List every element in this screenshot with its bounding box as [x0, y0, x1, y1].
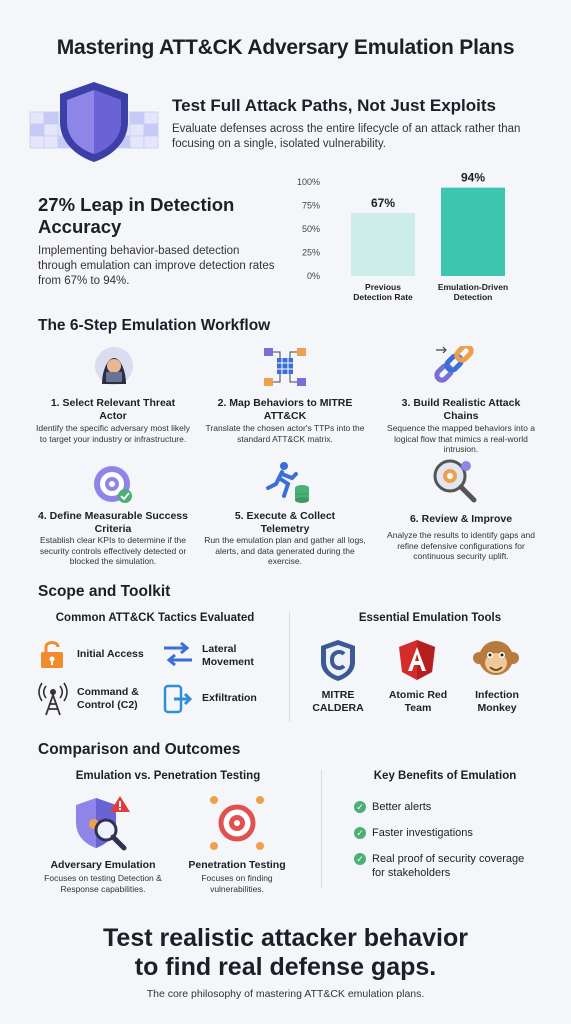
data-label: 94%: [460, 170, 486, 185]
y-tick-label: 50%: [301, 224, 320, 234]
matrix-icon: [262, 346, 308, 388]
tool-caldera: MITRE CALDERA: [312, 689, 364, 714]
monkey-icon: [472, 638, 520, 682]
antenna-icon: [36, 682, 70, 716]
tool-atomic-red-team: Atomic Red Team: [388, 689, 448, 714]
check-icon: ✓: [354, 827, 366, 839]
bar: [441, 188, 505, 276]
target-icon: [92, 462, 136, 504]
y-tick-label: 0%: [306, 271, 320, 281]
runner-icon: [262, 460, 310, 504]
atomic-icon: [396, 638, 438, 682]
penetration-testing-desc: Focuses on finding vulnerabilities.: [201, 873, 273, 894]
check-icon: ✓: [354, 801, 366, 813]
hero-description: Evaluate defenses across the entire lifecycle of an attack rather than focusing on a single, isolated vulnerability.: [172, 123, 521, 150]
step-6-title: 6. Review & Improve: [409, 513, 513, 525]
step-3-desc: Sequence the mapped behaviors into a logical flow that mimics a real-world intrusion.: [387, 423, 535, 454]
closing-subline: The core philosophy of mastering ATT&CK emulation plans.: [146, 988, 425, 1000]
benefit-item: Real proof of security coverage for stakeholders: [372, 853, 525, 879]
step-1-title: 1. Select Relevant Threat Actor: [50, 397, 176, 422]
comparison-heading: Comparison and Outcomes: [38, 741, 241, 758]
benefit-item: Better alerts: [372, 801, 432, 813]
adversary-emulation-title: Adversary Emulation: [50, 859, 156, 871]
tool-infection-monkey: Infection Monkey: [475, 689, 519, 714]
check-icon: ✓: [354, 853, 366, 865]
step-6-desc: Analyze the results to identify gaps and refine defensive configurations for continuous security uplift.: [387, 530, 535, 561]
tools-heading: Essential Emulation Tools: [358, 612, 502, 624]
unlock-icon: [38, 638, 68, 670]
hero-heading: Test Full Attack Paths, Not Just Exploits: [172, 96, 496, 115]
data-label: 67%: [370, 196, 396, 211]
scope-divider: [289, 612, 290, 722]
vs-heading: Emulation vs. Penetration Testing: [75, 770, 261, 782]
tactic-command-control: Command & Control (C2): [77, 686, 139, 711]
adversary-emulation-desc: Focuses on testing Detection & Response capabilities.: [44, 873, 162, 894]
step-2-title: 2. Map Behaviors to MITRE ATT&CK: [217, 397, 353, 422]
y-tick-label: 75%: [301, 200, 320, 211]
shield-grid-icon: [28, 78, 160, 164]
benefit-item: Faster investigations: [372, 827, 473, 839]
comparison-divider: [321, 770, 322, 888]
exfil-icon: [162, 683, 194, 715]
stat-description: Implementing behavior-based detection through emulation can improve detection rates from 67% to 94%.: [38, 245, 275, 287]
arrows-icon: [160, 640, 196, 668]
review-icon: [432, 458, 478, 504]
bullseye-icon: [208, 794, 266, 852]
benefits-heading: Key Benefits of Emulation: [373, 770, 517, 782]
y-tick-label: 25%: [301, 247, 320, 258]
category-label: Emulation-Driven: [437, 282, 509, 292]
tactic-lateral-movement: Lateral Movement: [202, 643, 254, 668]
category-label: Detection Rate: [353, 292, 413, 302]
penetration-testing-title: Penetration Testing: [188, 859, 286, 871]
chain-icon: [432, 346, 476, 388]
workflow-heading: The 6-Step Emulation Workflow: [38, 317, 271, 334]
y-tick-label: 100%: [296, 177, 320, 187]
step-3-title: 3. Build Realistic Attack Chains: [401, 397, 521, 422]
bar: [351, 213, 415, 276]
shield-search-icon: [70, 794, 134, 852]
scope-heading: Scope and Toolkit: [38, 583, 171, 600]
hacker-icon: [94, 346, 134, 388]
stat-heading: 27% Leap in Detection Accuracy: [38, 194, 235, 237]
page-title: Mastering ATT&CK Adversary Emulation Plans: [56, 36, 515, 59]
tactics-heading: Common ATT&CK Tactics Evaluated: [55, 612, 255, 624]
step-4-desc: Establish clear KPIs to determine if the security controls effectively detected or blocked the simulation.: [39, 535, 187, 566]
category-label: Detection: [453, 292, 493, 302]
step-5-desc: Run the emulation plan and gather all logs, alerts, and data generated during the exercise.: [204, 535, 366, 566]
step-4-title: 4. Define Measurable Success Criteria: [38, 510, 188, 535]
step-5-title: 5. Execute & Collect Telemetry: [234, 510, 336, 535]
closing-headline: Test realistic attacker behavior to find real defense gaps.: [103, 924, 468, 981]
tactic-exfiltration: Exfiltration: [202, 692, 257, 704]
category-label: Previous: [365, 282, 401, 292]
step-2-desc: Translate the chosen actor's TTPs into the standard ATT&CK matrix.: [205, 423, 365, 444]
step-1-desc: Identify the specific adversary most likely to target your industry or infrastructure.: [36, 423, 191, 444]
detection-bar-chart: [290, 168, 550, 308]
tactic-initial-access: Initial Access: [77, 648, 144, 660]
caldera-icon: [318, 638, 358, 682]
